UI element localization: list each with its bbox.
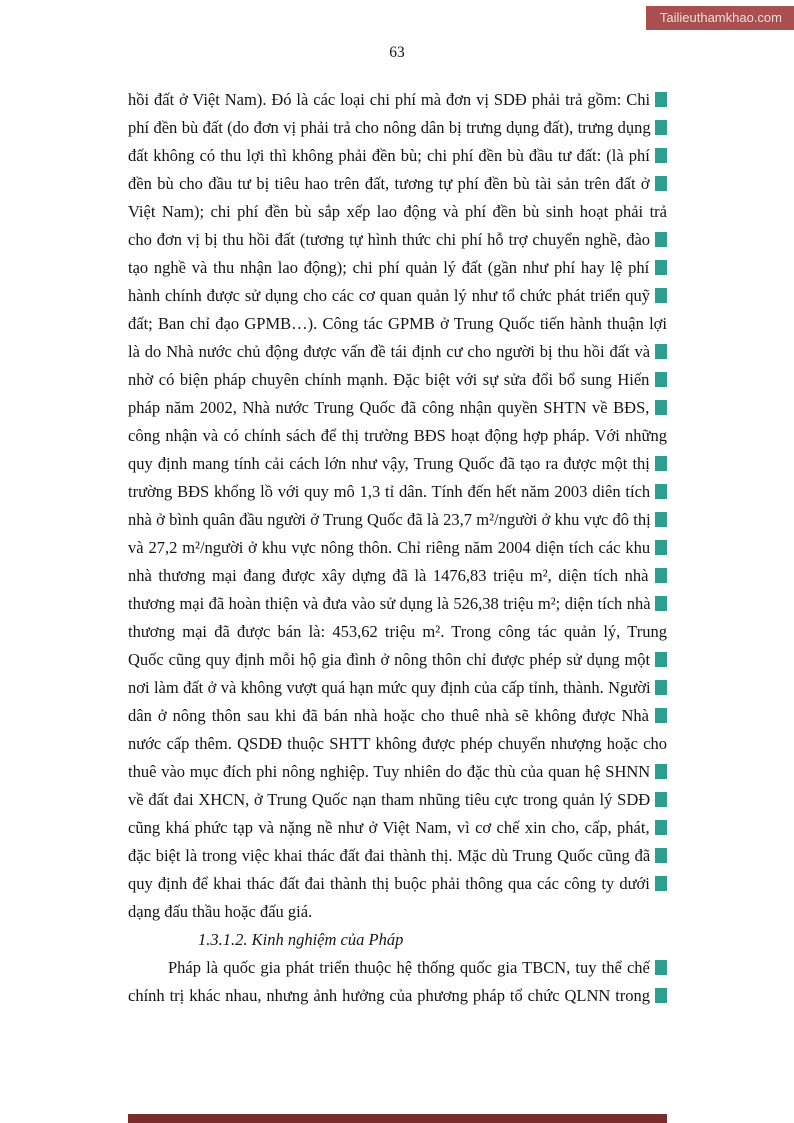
highlight-mark (655, 372, 667, 387)
text-line: dạng đấu thầu hoặc đấu giá. (128, 902, 313, 921)
text-line: tạo nghề và thu nhận lao động); chi phí quản lý đất (gần như phí hay lệ phí (128, 254, 667, 282)
highlight-mark (655, 344, 667, 359)
highlight-mark (655, 988, 667, 1003)
text-line: hồi đất ở Việt Nam). Đó là các loại chi phí mà đơn vị SDĐ phải trả gồm: Chi (128, 86, 667, 114)
highlight-mark (655, 540, 667, 555)
highlight-mark (655, 512, 667, 527)
highlight-mark (655, 652, 667, 667)
highlight-mark (655, 120, 667, 135)
highlight-mark (655, 848, 667, 863)
highlight-mark (655, 792, 667, 807)
highlight-mark (655, 400, 667, 415)
text-line: Việt Nam); chi phí đền bù sắp xếp lao động và phí đền bù sinh hoạt phải trả (128, 202, 667, 221)
highlight-mark (655, 764, 667, 779)
text-line: hành chính được sử dụng cho các cơ quan quản lý như tổ chức phát triển quỹ (128, 282, 667, 310)
text-line: đền bù cho đầu tư bị tiêu hao trên đất, tương tự phí đền bù tài sản trên đất ở (128, 170, 667, 198)
text-line: thương mại đã được bán là: 453,62 triệu m². Trong công tác quản lý, Trung (128, 622, 667, 641)
highlight-mark (655, 960, 667, 975)
text-line: đất không có thu lợi thì không phải đền bù; chi phí đền bù đầu tư đất: (là phí (128, 142, 667, 170)
highlight-mark (655, 148, 667, 163)
watermark-badge: Tailieuthamkhao.com (646, 6, 794, 30)
highlight-mark (655, 484, 667, 499)
text-line: về đất đai XHCN, ở Trung Quốc nạn tham nhũng tiêu cực trong quản lý SDĐ (128, 786, 667, 814)
highlight-mark (655, 680, 667, 695)
highlight-mark (655, 876, 667, 891)
text-line: nhờ có biện pháp chuyên chính mạnh. Đặc biệt với sự sửa đổi bổ sung Hiến (128, 366, 667, 394)
text-line: chính trị khác nhau, nhưng ảnh hưởng của phương pháp tổ chức QLNN trong (128, 982, 667, 1010)
highlight-mark (655, 456, 667, 471)
text-block (128, 86, 667, 1010)
highlight-mark (655, 176, 667, 191)
text-line: nhà thương mại đang được xây dựng đã là 1476,83 triệu m², diện tích nhà (128, 562, 667, 590)
highlight-mark (655, 820, 667, 835)
text-line: Quốc cũng quy định mỗi hộ gia đình ở nông thôn chỉ được phép sử dụng một (128, 646, 667, 674)
text-line: nước cấp thêm. QSDĐ thuộc SHTT không được phép chuyển nhượng hoặc cho (128, 730, 667, 758)
text-line: thuê vào mục đích phi nông nghiệp. Tuy nhiên do đặc thù của quan hệ SHNN (128, 758, 667, 786)
text-line: dân ở nông thôn sau khi đã bán nhà hoặc cho thuê nhà sẽ không được Nhà (128, 702, 667, 730)
text-line: Pháp là quốc gia phát triển thuộc hệ thống quốc gia TBCN, tuy thể chế (128, 954, 667, 982)
text-line: nhà ở bình quân đầu người ở Trung Quốc đã là 23,7 m²/người ở khu vực đô thị (128, 506, 667, 534)
text-line: đặc biệt là trong việc khai thác đất đai thành thị. Mặc dù Trung Quốc cũng đã (128, 842, 667, 870)
page-number: 63 (389, 44, 405, 61)
text-line: trường BĐS khổng lồ với quy mô 1,3 tỉ dân. Tính đến hết năm 2003 diên tích (128, 478, 667, 506)
text-line: là do Nhà nước chủ động được vấn đề tái định cư cho người bị thu hồi đất và (128, 338, 667, 366)
text-line: quy định mang tính cải cách lớn như vậy, Trung Quốc đã tạo ra được một thị (128, 450, 667, 478)
text-line: quy định để khai thác đất đai thành thị buộc phải thông qua các công ty dưới (128, 870, 667, 898)
section-heading: 1.3.1.2. Kinh nghiệm của Pháp (198, 930, 404, 949)
text-line: phí đền bù đất (do đơn vị phải trả cho nông dân bị trưng dụng đất), trưng dụng (128, 114, 667, 142)
text-line: cũng khá phức tạp và nặng nề như ở Việt Nam, vì cơ chế xin cho, cấp, phát, (128, 814, 667, 842)
highlight-mark (655, 260, 667, 275)
text-line: thương mại đã hoàn thiện và đưa vào sử dụng là 526,38 triệu m²; diện tích nhà (128, 590, 667, 618)
text-line: và 27,2 m²/người ở khu vực nông thôn. Chỉ riêng năm 2004 diện tích các khu (128, 534, 667, 562)
text-line: nơi làm đất ở và không vượt quá hạn mức quy định của cấp tỉnh, thành. Người (128, 674, 667, 702)
watermark-bottom-bar (128, 1114, 667, 1123)
text-line: pháp năm 2002, Nhà nước Trung Quốc đã công nhận quyền SHTN về BĐS, (128, 394, 667, 422)
highlight-mark (655, 596, 667, 611)
highlight-mark (655, 92, 667, 107)
text-line: cho đơn vị bị thu hồi đất (tương tự hình thức chi phí hỗ trợ chuyển nghề, đào (128, 226, 667, 254)
highlight-mark (655, 232, 667, 247)
highlight-mark (655, 568, 667, 583)
text-line: công nhận và có chính sách để thị trường BĐS hoạt động hợp pháp. Với những (128, 426, 667, 445)
text-line: đất; Ban chỉ đạo GPMB…). Công tác GPMB ở Trung Quốc tiến hành thuận lợi (128, 310, 667, 338)
highlight-mark (655, 708, 667, 723)
highlight-mark (655, 288, 667, 303)
